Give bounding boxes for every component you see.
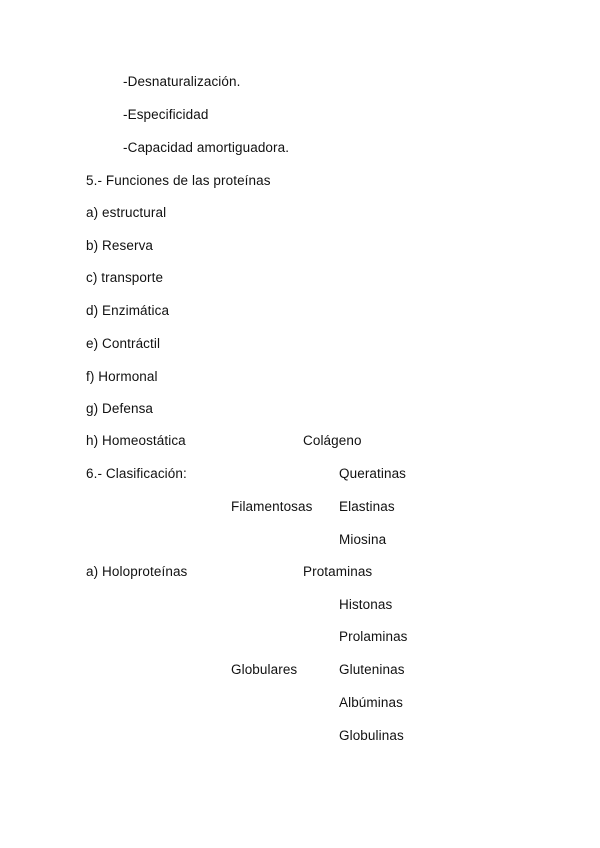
fibrous-group-label: Filamentosas [231,499,313,514]
functions-heading: 5.- Funciones de las proteínas [86,173,271,188]
globular-protein-glutenins: Gluteninas [339,662,405,677]
classification-heading: 6.- Clasificación: [86,466,187,481]
protamines-label: Protaminas [303,564,373,579]
globular-group-label: Globulares [231,662,298,677]
property-buffering-capacity: -Capacidad amortiguadora. [123,140,290,155]
globular-protein-globulins: Globulinas [339,728,404,743]
globular-protein-histones: Histonas [339,597,393,612]
function-item-structural: a) estructural [86,205,167,220]
fibrous-protein-collagen: Colágeno [303,433,362,448]
globular-protein-prolamins: Prolaminas [339,629,408,644]
function-item-enzymatic: d) Enzimática [86,303,170,318]
property-specificity: -Especificidad [123,107,209,122]
function-item-homeostatic: h) Homeostática [86,433,186,448]
fibrous-protein-keratins: Queratinas [339,466,407,481]
function-item-transport: c) transporte [86,270,164,285]
fibrous-protein-elastins: Elastinas [339,499,395,514]
holoproteins-label: a) Holoproteínas [86,564,188,579]
fibrous-protein-myosin: Miosina [339,532,387,547]
function-item-reserve: b) Reserva [86,238,154,253]
function-item-contractile: e) Contráctil [86,336,161,351]
function-item-defense: g) Defensa [86,401,154,416]
property-denaturation: -Desnaturalización. [123,74,241,89]
globular-protein-albumins: Albúminas [339,695,403,710]
function-item-hormonal: f) Hormonal [86,369,158,384]
